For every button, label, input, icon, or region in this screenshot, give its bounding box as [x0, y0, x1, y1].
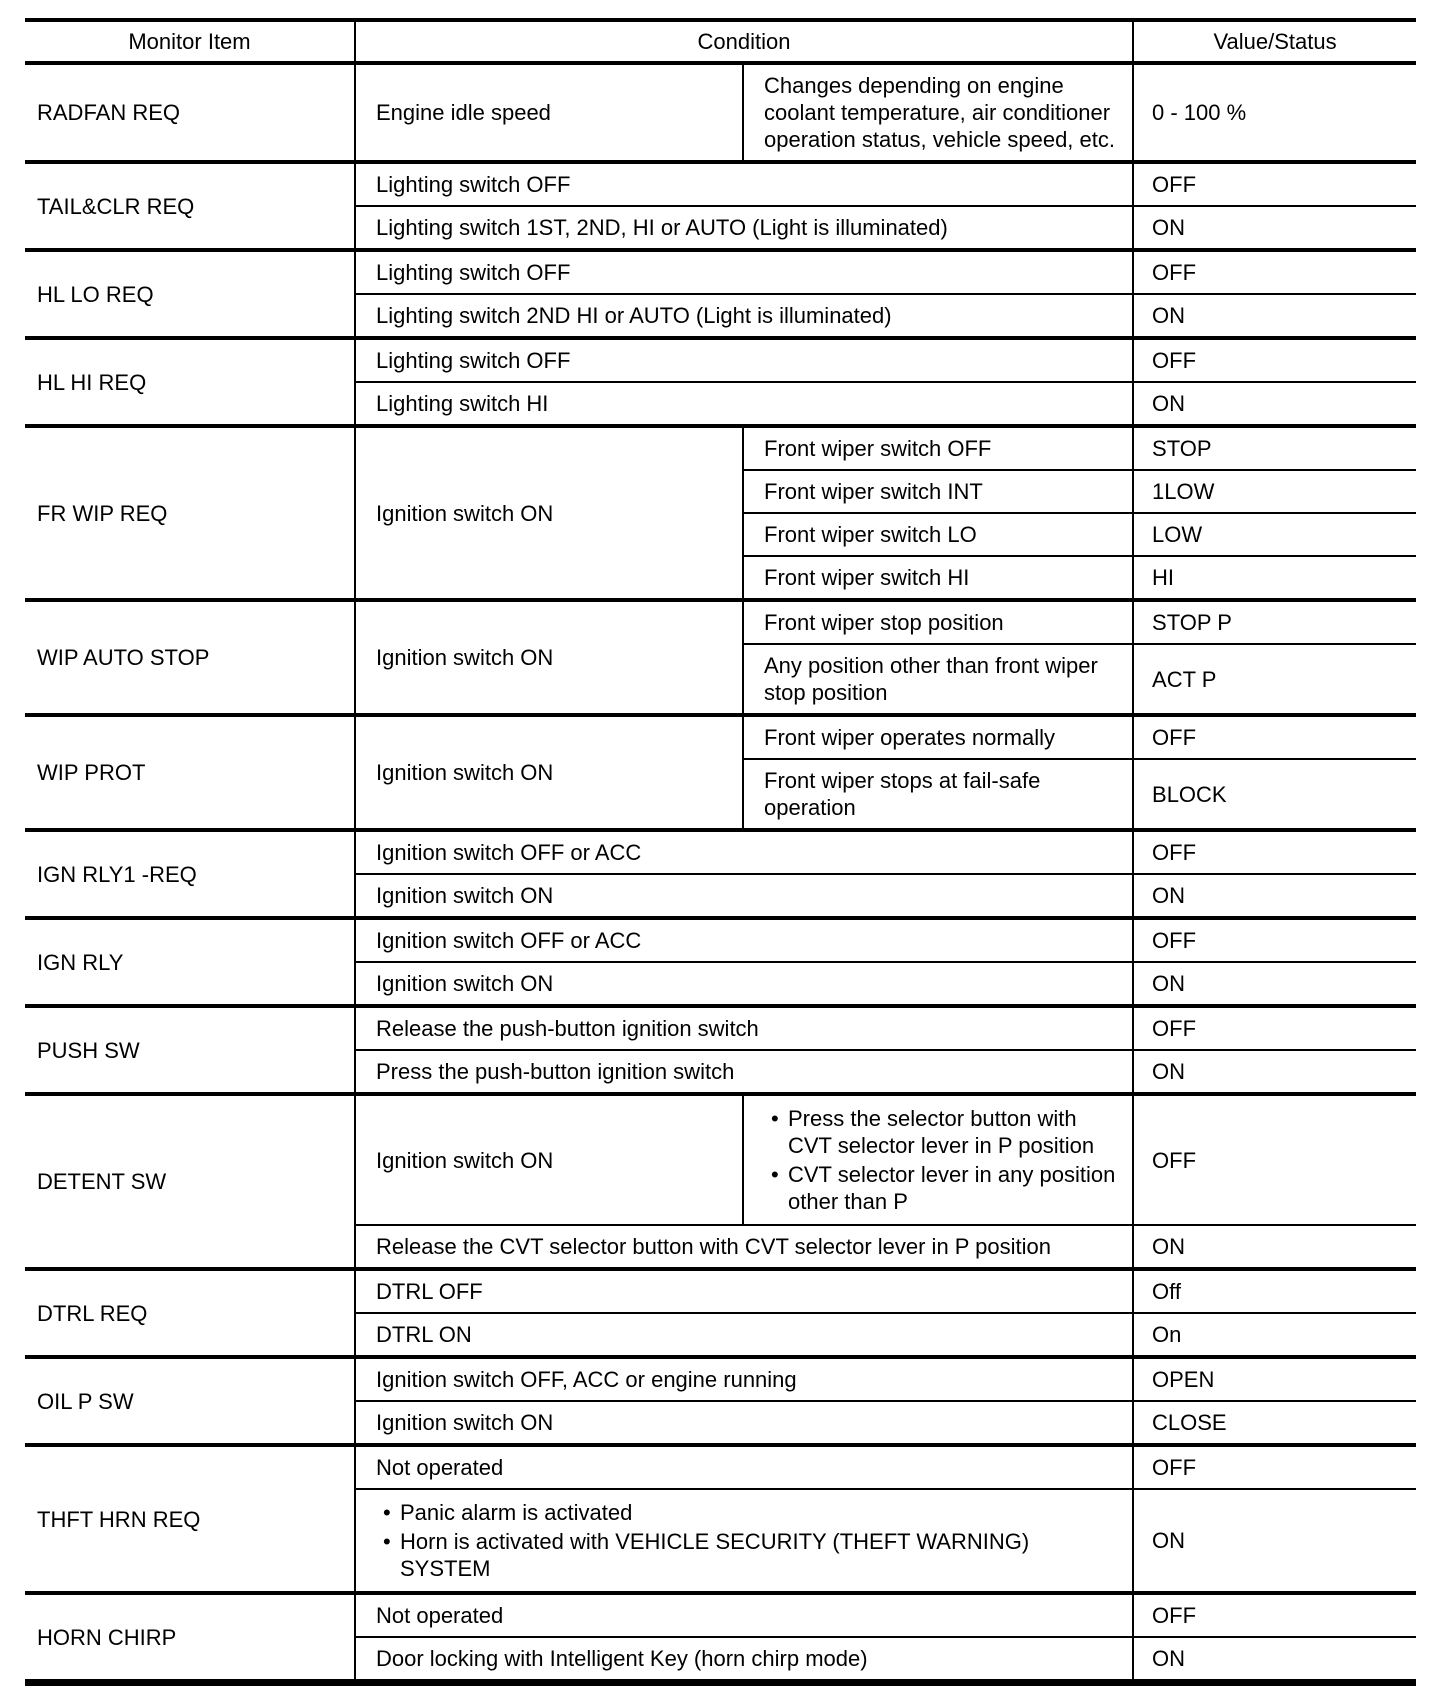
- monitor-item-table: [25, 18, 1416, 1686]
- shared-condition-cell: Ignition switch ON: [355, 426, 743, 600]
- table-row: [25, 715, 1416, 759]
- monitor-item-cell: WIP AUTO STOP: [25, 600, 355, 715]
- value-status-cell: OFF: [1133, 1094, 1416, 1225]
- condition-cell: Ignition switch ON: [355, 874, 1133, 918]
- value-status-cell: HI: [1133, 556, 1416, 600]
- monitor-item-cell: IGN RLY1 -REQ: [25, 830, 355, 918]
- value-status-cell: ACT P: [1133, 644, 1416, 715]
- table-row: [25, 426, 1416, 470]
- value-status-cell: OFF: [1133, 1006, 1416, 1050]
- value-status-cell: BLOCK: [1133, 759, 1416, 830]
- value-status-cell: STOP: [1133, 426, 1416, 470]
- value-status-cell: OPEN: [1133, 1357, 1416, 1401]
- table-row: [25, 1269, 1416, 1313]
- table-row: [25, 1593, 1416, 1637]
- table-row: [25, 162, 1416, 206]
- condition-cell: Front wiper switch OFF: [743, 426, 1133, 470]
- value-status-cell: CLOSE: [1133, 1401, 1416, 1445]
- column-header-monitor-item: Monitor Item: [25, 20, 355, 63]
- value-status-cell: OFF: [1133, 1445, 1416, 1489]
- condition-cell: Ignition switch OFF or ACC: [355, 830, 1133, 874]
- condition-cell: Ignition switch ON: [355, 962, 1133, 1006]
- monitor-item-cell: HL HI REQ: [25, 338, 355, 426]
- shared-condition-cell: Ignition switch ON: [355, 600, 743, 715]
- table-row: [25, 250, 1416, 294]
- monitor-item-cell: DETENT SW: [25, 1094, 355, 1269]
- table-row: [25, 600, 1416, 644]
- table-row: [25, 918, 1416, 962]
- condition-bullet: • Horn is activated with VEHICLE SECURITY (THEFT WARNING) SYSTEM: [400, 1528, 1120, 1582]
- condition-cell: Ignition switch ON: [355, 1094, 743, 1225]
- value-status-cell: 1LOW: [1133, 470, 1416, 513]
- condition-cell: Lighting switch OFF: [355, 250, 1133, 294]
- condition-cell: Lighting switch OFF: [355, 162, 1133, 206]
- condition-cell: Not operated: [355, 1593, 1133, 1637]
- monitor-item-cell: PUSH SW: [25, 1006, 355, 1094]
- table-row: [25, 1357, 1416, 1401]
- monitor-item-cell: DTRL REQ: [25, 1269, 355, 1357]
- value-status-cell: OFF: [1133, 162, 1416, 206]
- value-status-cell: ON: [1133, 382, 1416, 426]
- monitor-item-cell: TAIL&CLR REQ: [25, 162, 355, 250]
- value-status-cell: ON: [1133, 962, 1416, 1006]
- monitor-item-cell: HL LO REQ: [25, 250, 355, 338]
- condition-cell: DTRL OFF: [355, 1269, 1133, 1313]
- value-status-cell: OFF: [1133, 250, 1416, 294]
- condition-cell: Lighting switch 1ST, 2ND, HI or AUTO (Light is illuminated): [355, 206, 1133, 250]
- value-status-cell: ON: [1133, 294, 1416, 338]
- condition-cell: DTRL ON: [355, 1313, 1133, 1357]
- monitor-item-cell: RADFAN REQ: [25, 63, 355, 162]
- condition-detail-cell: [743, 1094, 1133, 1225]
- value-status-cell: OFF: [1133, 1593, 1416, 1637]
- monitor-item-cell: HORN CHIRP: [25, 1593, 355, 1683]
- monitor-item-cell: FR WIP REQ: [25, 426, 355, 600]
- table-row: [25, 1006, 1416, 1050]
- value-status-cell: ON: [1133, 874, 1416, 918]
- condition-cell: [355, 1489, 1133, 1593]
- condition-cell: Release the push-button ignition switch: [355, 1006, 1133, 1050]
- value-status-cell: On: [1133, 1313, 1416, 1357]
- condition-cell: Lighting switch 2ND HI or AUTO (Light is illuminated): [355, 294, 1133, 338]
- value-status-cell: OFF: [1133, 830, 1416, 874]
- condition-cell: Front wiper switch HI: [743, 556, 1133, 600]
- table-row: [25, 1094, 1416, 1225]
- value-status-cell: LOW: [1133, 513, 1416, 556]
- condition-cell: Changes depending on engine coolant temperature, air conditioner operation status, vehicle speed, etc.: [743, 63, 1133, 162]
- condition-cell: Front wiper operates normally: [743, 715, 1133, 759]
- value-status-cell: ON: [1133, 1050, 1416, 1094]
- value-status-cell: ON: [1133, 1637, 1416, 1683]
- condition-cell: Ignition switch OFF, ACC or engine running: [355, 1357, 1133, 1401]
- value-status-cell: OFF: [1133, 338, 1416, 382]
- condition-bullet: • Press the selector button with CVT selector lever in P position: [788, 1105, 1120, 1159]
- column-header-value-status: Value/Status: [1133, 20, 1416, 63]
- column-header-condition: Condition: [355, 20, 1133, 63]
- condition-cell: Any position other than front wiper stop position: [743, 644, 1133, 715]
- table-row: [25, 830, 1416, 874]
- condition-cell: Front wiper stop position: [743, 600, 1133, 644]
- condition-cell: Press the push-button ignition switch: [355, 1050, 1133, 1094]
- condition-bullet: • CVT selector lever in any position other than P: [788, 1161, 1120, 1215]
- monitor-item-cell: THFT HRN REQ: [25, 1445, 355, 1593]
- condition-cell: Ignition switch ON: [355, 1401, 1133, 1445]
- value-status-cell: 0 - 100 %: [1133, 63, 1416, 162]
- table-row: [25, 338, 1416, 382]
- shared-condition-cell: Engine idle speed: [355, 63, 743, 162]
- table-row: [25, 1445, 1416, 1489]
- value-status-cell: STOP P: [1133, 600, 1416, 644]
- condition-cell: Door locking with Intelligent Key (horn chirp mode): [355, 1637, 1133, 1683]
- monitor-item-cell: IGN RLY: [25, 918, 355, 1006]
- condition-cell: Not operated: [355, 1445, 1133, 1489]
- value-status-cell: ON: [1133, 1489, 1416, 1593]
- condition-bullet-list: [764, 1105, 1120, 1215]
- condition-cell: Lighting switch OFF: [355, 338, 1133, 382]
- condition-cell: Front wiper switch LO: [743, 513, 1133, 556]
- value-status-cell: ON: [1133, 1225, 1416, 1269]
- table-row: [25, 63, 1416, 162]
- monitor-item-cell: OIL P SW: [25, 1357, 355, 1445]
- condition-bullet: • Panic alarm is activated: [400, 1499, 1120, 1526]
- condition-cell: Lighting switch HI: [355, 382, 1133, 426]
- condition-cell: Release the CVT selector button with CVT selector lever in P position: [355, 1225, 1133, 1269]
- monitor-item-cell: WIP PROT: [25, 715, 355, 830]
- condition-bullet-list: [376, 1499, 1120, 1582]
- condition-cell: Front wiper stops at fail-safe operation: [743, 759, 1133, 830]
- condition-cell: Ignition switch OFF or ACC: [355, 918, 1133, 962]
- condition-cell: Front wiper switch INT: [743, 470, 1133, 513]
- header-row: [25, 20, 1416, 63]
- shared-condition-cell: Ignition switch ON: [355, 715, 743, 830]
- value-status-cell: Off: [1133, 1269, 1416, 1313]
- value-status-cell: OFF: [1133, 715, 1416, 759]
- value-status-cell: ON: [1133, 206, 1416, 250]
- value-status-cell: OFF: [1133, 918, 1416, 962]
- table-body: [25, 63, 1416, 1683]
